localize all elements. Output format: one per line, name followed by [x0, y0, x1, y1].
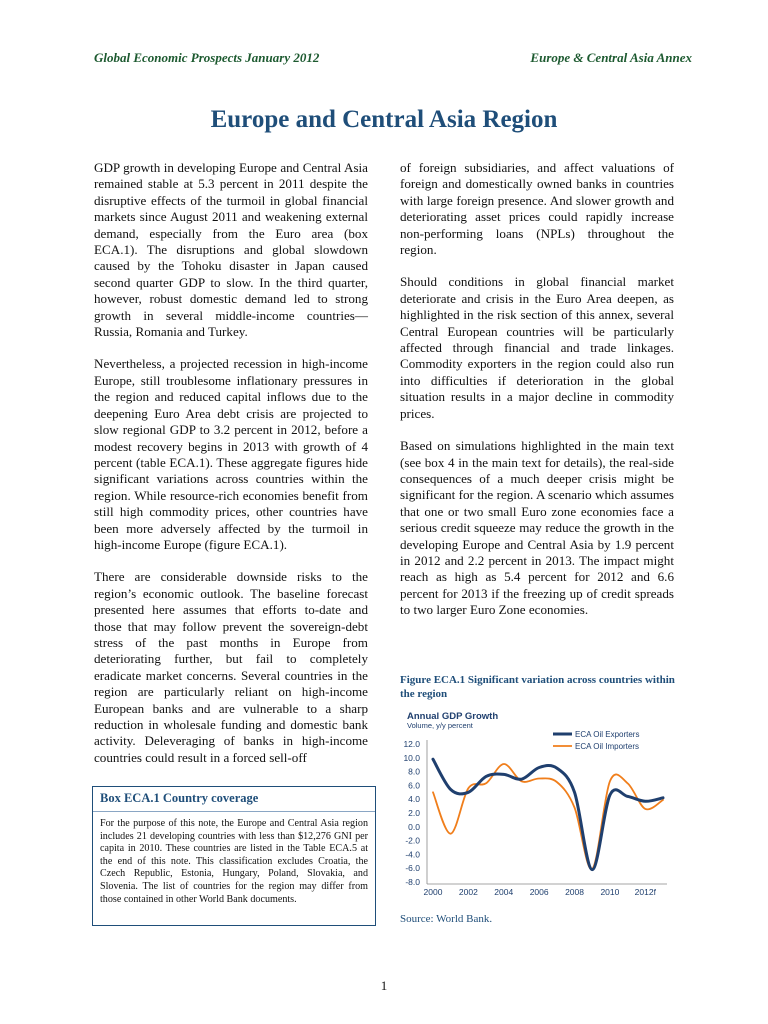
chart-title: Annual GDP Growth	[407, 711, 499, 722]
paragraph: Should conditions in global financial market deteriorate and crisis in the Euro Area deepen, as highlighted in the risk section of this annex, several Central European countries will be particularly affected through financial and trade linkages. Commodity exporters in the region could also run into difficulties if deterioration in the global situation results in a major decline in commodity prices.	[400, 274, 674, 421]
paragraph: Nevertheless, a projected recession in high-income Europe, still troublesome inflationary pressures in the region and reduced capital inflows due to the deepening Euro Area debt crisis are projected to slow regional GDP to 3.2 percent in 2012, before a modest recovery begins in 2013 with growth of 4 percent (table ECA.1). These aggregate figures hide significant variations across countries within the region. While resource-rich economies benefit from still high commodity prices, other countries have been more adversely affected by the turmoil in high-income Europe (figure ECA.1).	[94, 356, 368, 552]
x-tick-label: 2000	[423, 887, 443, 897]
box-text: For the purpose of this note, the Europe and Central Asia region includes 21 developing countries with less than $12,276 GNI per capita in 2010. These countries are listed in the Table ECA.5 at the end of this note. This classification excludes Croatia, the Czech Republic, Estonia, Hungary, Poland, Slovakia, and Slovenia. The list of countries for the region may differ from those contained in other World Bank documents.	[100, 818, 368, 905]
y-tick-label: -2.0	[405, 835, 420, 846]
y-tick-label: 8.0	[408, 766, 420, 777]
series-line-oil-importers	[433, 764, 663, 869]
y-tick-label: 12.0	[403, 739, 420, 749]
paragraph: There are considerable downside risks to the region’s economic outlook. The baseline forecast presented here assumes that efforts to-date and those that may follow prevent the sovereign-debt stress of the past months in Europe from deteriorating further, but fail to completely eradicate market concerns. Several countries in the region are particularly reliant on high-income European banks and are vulnerable to a sharp reduction in wholesale funding and domestic bank activity. Deleveraging of banks in high-income countries could result in a forced sell-off	[94, 569, 368, 765]
chart-subtitle: Volume, y/y percent	[407, 721, 473, 730]
y-tick-label: 10.0	[403, 752, 420, 763]
paragraph: GDP growth in developing Europe and Central Asia remained stable at 5.3 percent in 2011 despite the disruptive effects of the turmoil in global financial markets since August 2011 and weakening external demand, especially from the Euro area (box ECA.1). The disruptions and global slowdown caused by the Tohoku disaster in Japan caused second quarter GDP to slow. In the third quarter, however, robust domestic demand led to strong growth in several middle-income countries—Russia, Romania and Turkey.	[94, 160, 368, 340]
country-coverage-box	[92, 786, 376, 926]
figure-source: Source: World Bank.	[400, 913, 493, 925]
page-number: 1	[380, 978, 388, 993]
right-column	[400, 160, 674, 635]
x-tick-label: 2010	[600, 887, 620, 897]
y-tick-label: -8.0	[405, 877, 420, 887]
y-tick-label: 0.0	[408, 821, 420, 832]
y-tick-label: 4.0	[408, 794, 420, 805]
x-tick-label: 2006	[529, 887, 549, 897]
x-tick-label: 2012f	[634, 887, 656, 897]
y-tick-label: 6.0	[408, 780, 420, 791]
gdp-growth-chart	[395, 708, 675, 904]
y-tick-label: -6.0	[405, 863, 420, 874]
running-header-left: Global Economic Prospects January 2012	[94, 50, 320, 65]
x-tick-label: 2002	[458, 887, 478, 897]
x-tick-label: 2004	[494, 887, 514, 897]
box-title: Box ECA.1 Country coverage	[93, 787, 375, 812]
series-line-oil-exporters	[433, 759, 663, 869]
running-header-right: Europe & Central Asia Annex	[530, 50, 692, 65]
y-tick-label: 2.0	[408, 808, 420, 818]
left-column	[94, 160, 368, 782]
x-tick-label: 2008	[565, 887, 584, 897]
y-tick-label: -4.0	[405, 849, 420, 860]
legend-label: ECA Oil Exporters	[575, 730, 640, 739]
figure-title: Figure ECA.1 Significant variation across countries within the region	[400, 674, 675, 700]
page-title: Europe and Central Asia Region	[210, 106, 558, 133]
legend-label: ECA Oil Importers	[575, 742, 640, 751]
paragraph: of foreign subsidiaries, and affect valuations of foreign and domestically owned banks in countries with large foreign presence. And slower growth and deteriorating asset prices could rapidly increase non-performing loans (NPLs) throughout the region.	[400, 160, 674, 258]
paragraph: Based on simulations highlighted in the main text (see box 4 in the main text for details), the real-side consequences of a much deeper crisis might be significant for the region. A scenario which assumes that one or two small Euro zone economies face a serious credit squeeze may reduce the growth in the developing Europe and Central Asia by 1.9 percent in 2012 and 2.2 percent in 2013. The impact might reach as high as 5.4 percent for 2012 and 6.6 percent for 2013 if the freezing up of credit spreads to two larger Euro Zone economies.	[400, 438, 674, 618]
